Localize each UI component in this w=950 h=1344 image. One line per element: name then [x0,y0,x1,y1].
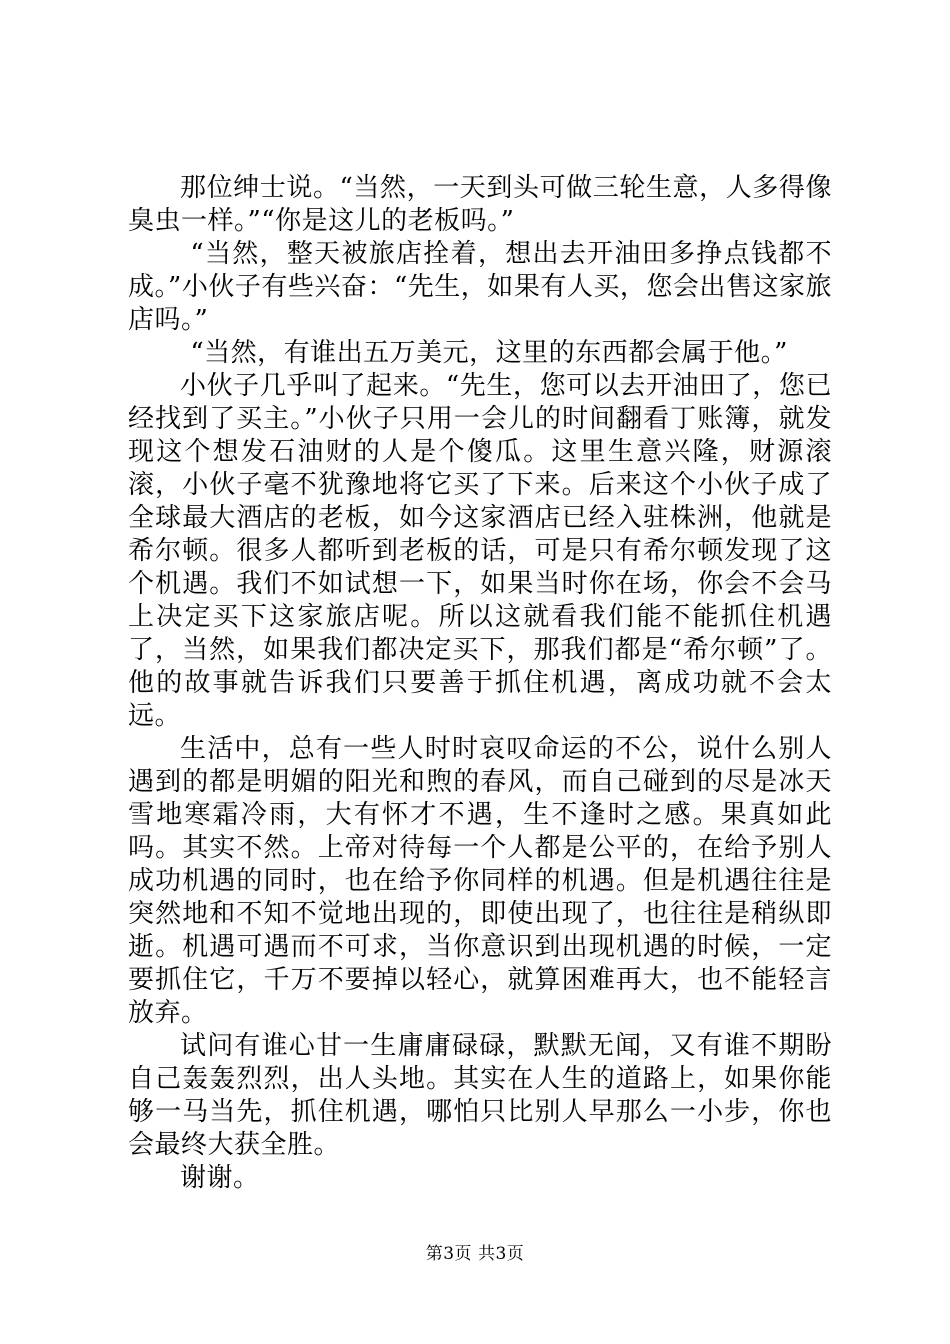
document-body [128,172,832,1195]
paragraph-5: 生活中，总有一些人时时哀叹命运的不公，说什么别人遇到的都是明媚的阳光和煦的春风，而自己碰到的尽是冰天雪地寒霜冷雨，大有怀才不遇，生不逢时之感。果真如此吗。其实不然。上帝对待每一个人都是公平的，在给予别人成功机遇的同时，也在给予你同样的机遇。但是机遇往往是突然地和不知不觉地出现的，即使出现了，也往往是稍纵即逝。机遇可遇而不可求，当你意识到出现机遇的时候，一定要抓住它，千万不要掉以轻心，就算困难再大，也不能轻言放弃。 [128,734,832,1028]
paragraph-7: 谢谢。 [180,1163,260,1193]
paragraph-4: 小伙子几乎叫了起来。“先生，您可以去开油田了，您已经找到了买主。”小伙子只用一会儿的时间翻看丁账簿，就发现这个想发石油财的人是个傻瓜。这里生意兴隆，财源滚滚，小伙子毫不犹豫地将它买了下来。后来这个小伙子成了全球最大酒店的老板，如今这家酒店已经入驻株洲，他就是希尔顿。很多人都听到老板的话，可是只有希尔顿发现了这个机遇。我们不如试想一下，如果当时你在场，你会不会马上决定买下这家旅店呢。所以这就看我们能不能抓住机遇了，当然，如果我们都决定买下，那我们都是“希尔顿”了。他的故事就告诉我们只要善于抓住机遇，离成功就不会太远。 [128,371,832,731]
paragraph-3: “当然，有谁出五万美元，这里的东西都会属于他。” [190,338,788,368]
paragraph-1: 那位绅士说。“当然，一天到头可做三轮生意，人多得像臭虫一样。”“你是这儿的老板吗。” [128,173,832,236]
page-number-footer: 第3页 共3页 [425,1244,525,1264]
paragraph-6: 试问有谁心甘一生庸庸碌碌，默默无闻，又有谁不期盼自己轰轰烈烈，出人头地。其实在人生的道路上，如果你能够一马当先，抓住机遇，哪怕只比别人早那么一小步，你也会最终大获全胜。 [128,1031,832,1160]
paragraph-2: “当然，整天被旅店拴着，想出去开油田多挣点钱都不成。”小伙子有些兴奋：“先生，如果有人买，您会出售这家旅店吗。” [128,239,832,335]
